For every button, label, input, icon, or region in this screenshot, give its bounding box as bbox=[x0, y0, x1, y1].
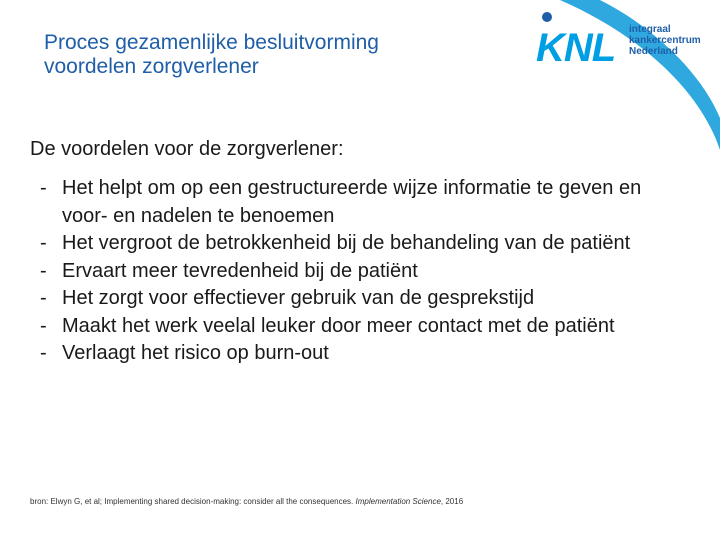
source-citation bbox=[30, 497, 463, 506]
list-item-text: Ervaart meer tevredenheid bij de patiënt bbox=[62, 259, 418, 282]
citation-year: , 2016 bbox=[440, 497, 464, 506]
slide-title-line-2: voordelen zorgverlener bbox=[44, 55, 259, 78]
logo-letters: KNL bbox=[536, 26, 616, 70]
list-item-text: Maakt het werk veelal leuker door meer contact met de patiënt bbox=[62, 314, 615, 337]
list-item-text: Het zorgt voor effectiever gebruik van de gesprekstijd bbox=[62, 287, 535, 309]
dash-bullet: - bbox=[40, 259, 47, 282]
list-item-text: Het vergroot de betrokkenheid bij de behandeling van de patiënt bbox=[62, 232, 631, 254]
list-item bbox=[30, 313, 680, 341]
dash-bullet: - bbox=[40, 342, 47, 364]
benefits-list bbox=[30, 175, 680, 368]
citation-journal: Implementation Science bbox=[355, 497, 441, 506]
intro-text: De voordelen voor de zorgverlener: bbox=[30, 138, 344, 160]
slide-title bbox=[44, 31, 504, 79]
list-item-text: Verlaagt het risico op burn-out bbox=[62, 342, 329, 364]
dash-bullet: - bbox=[40, 232, 47, 254]
logo-tagline-line: kankercentrum bbox=[629, 35, 701, 46]
knl-logo bbox=[536, 12, 701, 70]
list-item bbox=[30, 340, 680, 368]
slide-title-line-1: Proces gezamenlijke besluitvorming bbox=[44, 31, 379, 54]
list-item bbox=[30, 258, 680, 286]
list-item bbox=[30, 175, 680, 230]
citation-text: bron: Elwyn G, et al; Implementing shared decision-making: consider all the consequences. bbox=[30, 497, 354, 506]
logo-dot-icon bbox=[542, 12, 552, 22]
list-item-text: Het helpt om op een gestructureerde wijze informatie te geven en voor- en nadelen te benoemen bbox=[62, 177, 642, 227]
list-item bbox=[30, 230, 680, 258]
list-item bbox=[30, 285, 680, 313]
logo-tagline-line: Nederland bbox=[629, 46, 678, 57]
logo-tagline bbox=[629, 24, 701, 57]
dash-bullet: - bbox=[40, 314, 47, 337]
dash-bullet: - bbox=[40, 177, 47, 199]
dash-bullet: - bbox=[40, 287, 47, 309]
logo-tagline-line: integraal bbox=[629, 24, 671, 35]
